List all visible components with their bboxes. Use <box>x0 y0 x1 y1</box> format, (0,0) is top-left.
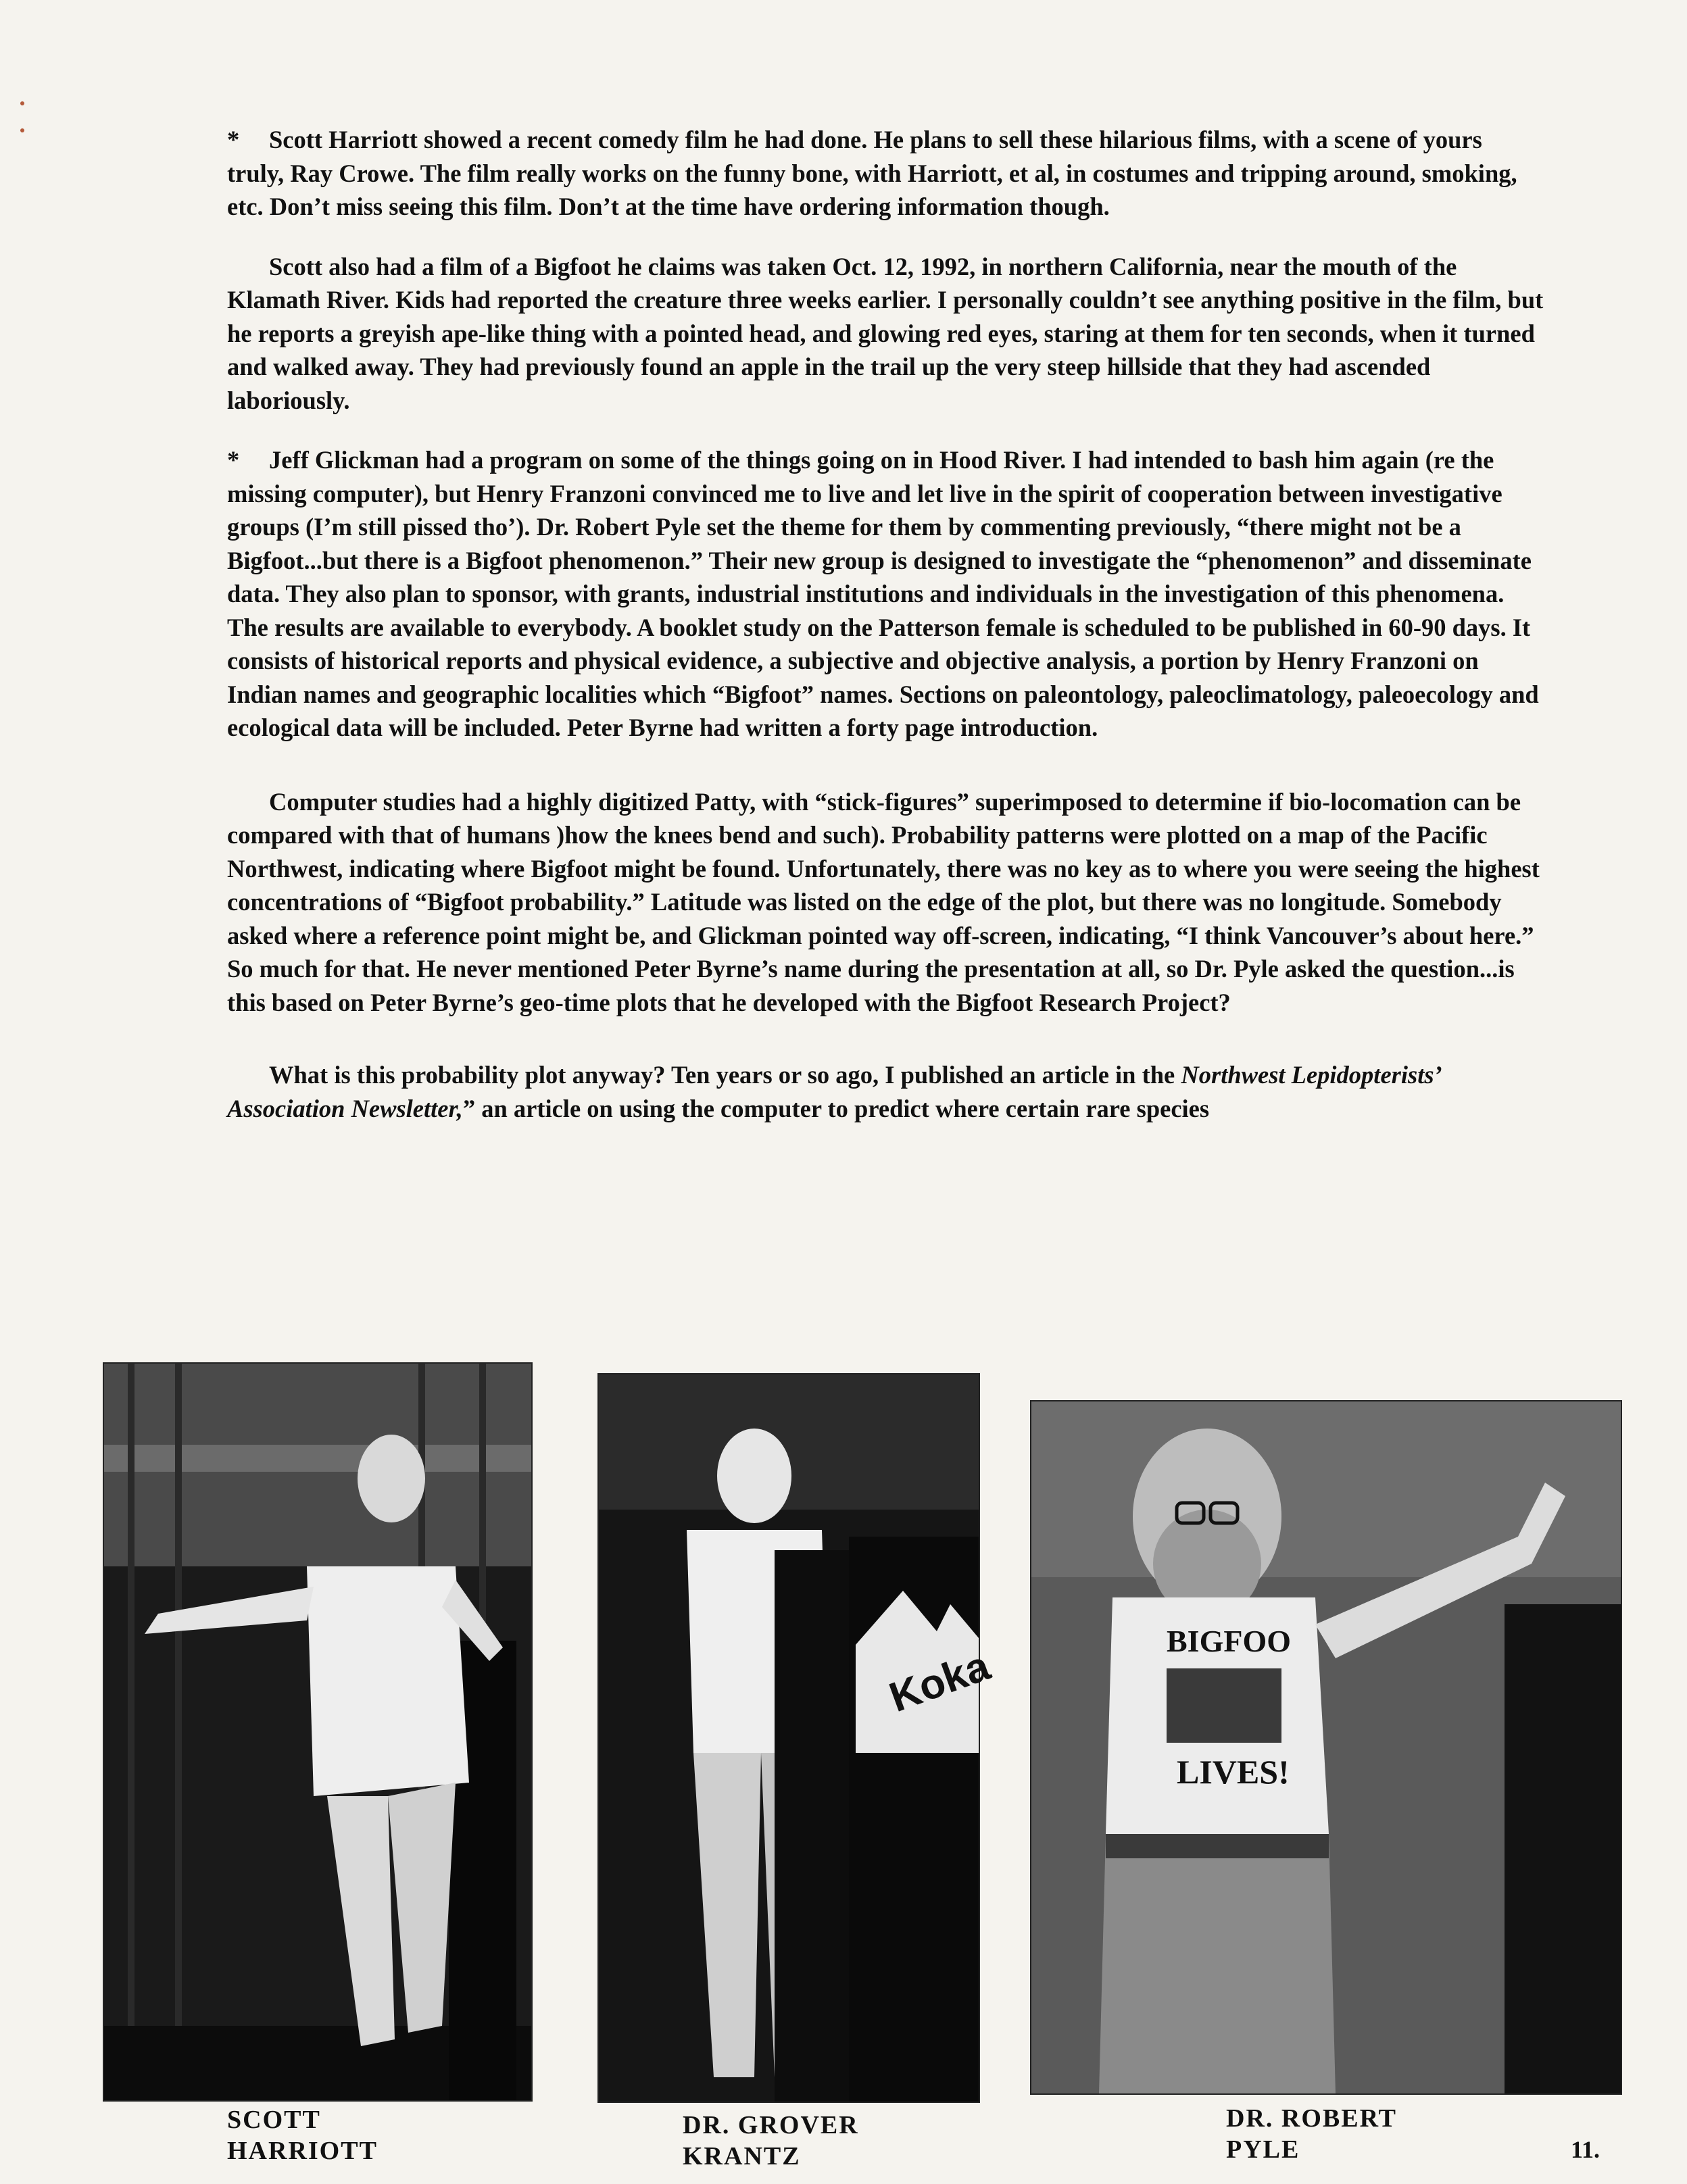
paper-speck <box>20 101 24 105</box>
shirt-text-bottom: LIVES! <box>1177 1753 1290 1791</box>
photo-grover-krantz-image <box>599 1374 996 2102</box>
caption-grover-krantz: DR. GROVER KRANTZ <box>683 2111 859 2170</box>
photo-scott-harriott <box>103 1362 533 2102</box>
paragraph-probability-plot: What is this probability plot anyway? Ten years or so ago, I published an article in the Northwest Lepidopterists’ Association Newsletter,” an article on using the computer to predict where certain rare species <box>227 1061 1440 1122</box>
photo-grover-krantz <box>597 1373 996 2103</box>
photo-scott-harriott-image <box>104 1364 531 2100</box>
paragraph-harriott-bigfoot-film: Scott also had a film of a Bigfoot he claims was taken Oct. 12, 1992, in northern California, near the mouth of the Klamath River. Kids had reported the creature three weeks earlier. I personally couldn’t see anything positive in the film, but he reports a greyish ape-like thing with a pointed head, and glowing red eyes, staring at them for ten seconds, when it turned and walked away. They had previously found an apple in the trail up the very steep hillside that they had ascended laboriously. <box>227 252 1544 414</box>
photo-robert-pyle-image <box>1031 1401 1621 2093</box>
paragraph-harriott-comedy: * Scott Harriott showed a recent comedy film he had done. He plans to sell these hilarious films, with a scene of yours truly, Ray Crowe. The film really works on the funny bone, with Harriott, et al, in costumes and tripping around, smoking, etc. Don’t miss seeing this film. Don’t at the time have ordering information though. <box>227 126 1517 220</box>
caption-scott-harriott: SCOTT HARRIOTT <box>227 2106 378 2165</box>
paragraph-glickman-program: * Jeff Glickman had a program on some of the things going on in Hood River. I had intended to bash him again (re the missing computer), but Henry Franzoni convinced me to live and let live in the spirit of cooperation between investigative groups (I’m still pissed tho’). Dr. Robert Pyle set the theme for them by commenting previously, “there might not be a Bigfoot...but there is a Bigfoot phenomenon.” Their new group is designed to investigate the “phenomenon” and disseminate data. They also plan to sponsor, with grants, industrial institutions and individuals in the investigation of this phenomena. The results are available to everybody. A booklet study on the Patterson female is scheduled to be published in 60-90 days. It consists of historical reports and physical evidence, a subjective and objective analysis, a portion by Henry Franzoni on Indian names and geographic localities which “Bigfoot” names. Sections on paleontology, paleoclimatology, paleoecology and ecological data will be included. Peter Byrne had written a forty page introduction. <box>227 446 1539 741</box>
paper-speck <box>20 128 24 132</box>
caption-robert-pyle: DR. ROBERT PYLE <box>1226 2104 1398 2164</box>
newsletter-title: Northwest Lepidopterists’ Association Newsletter, <box>227 1061 1440 1122</box>
podium-sign-text: Koka <box>883 1642 996 1722</box>
shirt-text-top: BIGFOO <box>1167 1624 1292 1658</box>
article-body <box>227 123 1545 1151</box>
photo-robert-pyle <box>1030 1400 1622 2095</box>
paragraph-computer-studies: Computer studies had a highly digitized Patty, with “stick-figures” superimposed to determine if bio-locomation can be compared with that of humans )how the knees bend and such). Probability patterns were plotted on a map of the Pacific Northwest, indicating where Bigfoot might be found. Unfortunately, there was no key as to where you were seeing the highest concentrations of “Bigfoot probability.” Latitude was listed on the edge of the plot, but there was no longitude. Somebody asked where a reference point might be, and Glickman pointed way off-screen, indicating, “I think Vancouver’s about here.” So much for that. He never mentioned Peter Byrne’s name during the presentation at all, so Dr. Pyle asked the question...is this based on Peter Byrne’s geo-time plots that he developed with the Bigfoot Research Project? <box>227 787 1540 1016</box>
page-number: 11. <box>1571 2136 1600 2163</box>
